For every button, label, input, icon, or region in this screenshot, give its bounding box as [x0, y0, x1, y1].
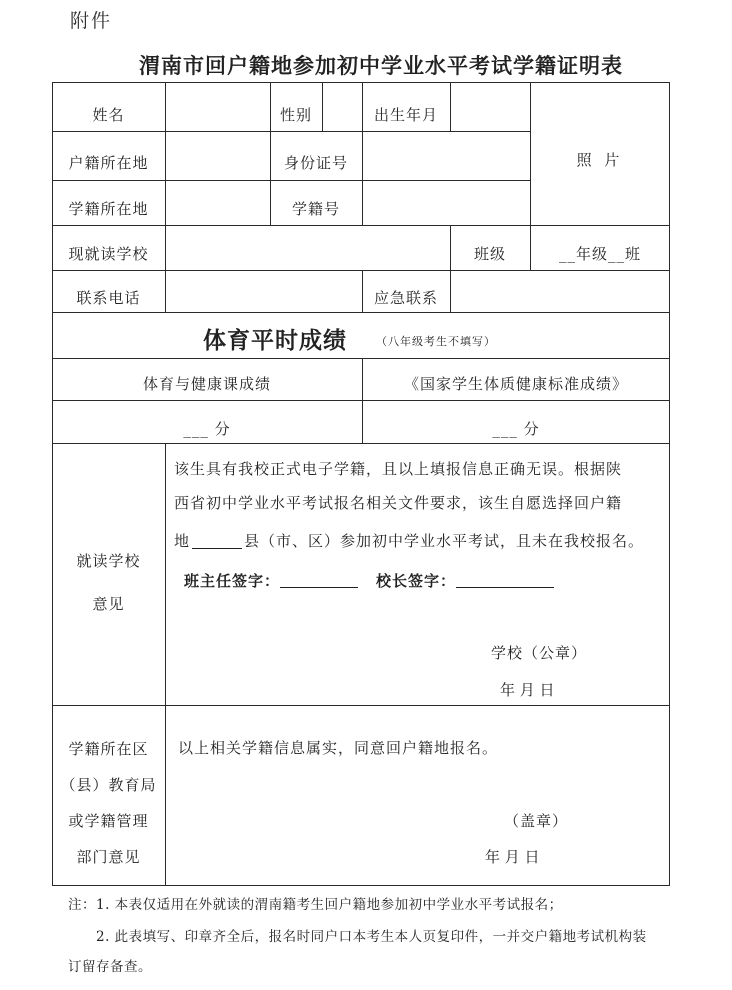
label-id-number: 身份证号 — [283, 154, 348, 172]
row-divider — [52, 358, 670, 359]
label-bureau-opinion-4: 部门意见 — [76, 848, 141, 866]
school-opinion-text-line2: 西省初中学业水平考试报名相关文件要求，该生自愿选择回户籍 — [174, 494, 623, 512]
pe-fitness-score-blank: ___ 分 — [492, 420, 540, 438]
table-border-bottom — [52, 885, 670, 886]
county-blank — [192, 548, 242, 549]
row-divider — [52, 705, 670, 706]
row-divider — [52, 131, 530, 132]
label-school: 现就读学校 — [68, 245, 149, 263]
label-xueji-location: 学籍所在地 — [68, 200, 149, 218]
row-divider — [52, 443, 670, 444]
principal-signature — [376, 570, 554, 591]
col-divider — [165, 82, 166, 313]
table-border-right — [669, 82, 670, 886]
label-name: 姓名 — [92, 106, 125, 124]
school-opinion-text-prefix: 地 — [174, 532, 191, 550]
note-line-1: 注：1. 本表仅适用在外就读的渭南籍考生回户籍地参加初中学业水平考试报名； — [68, 897, 563, 913]
page-title: 渭南市回户籍地参加初中学业水平考试学籍证明表 — [139, 53, 623, 78]
school-opinion-text-line1: 该生具有我校正式电子学籍，且以上填报信息正确无误。根据陕 — [174, 460, 623, 478]
pe-course-score-header: 体育与健康课成绩 — [142, 375, 271, 393]
label-huji: 户籍所在地 — [68, 154, 149, 172]
label-school-opinion-2: 意见 — [92, 595, 125, 613]
row-divider — [52, 225, 670, 226]
label-school-opinion-1: 就读学校 — [76, 552, 141, 570]
label-birth: 出生年月 — [373, 106, 438, 124]
school-stamp-label: 学校（公章） — [491, 644, 588, 662]
col-divider — [322, 82, 323, 131]
bureau-opinion-text: 以上相关学籍信息属实，同意回户籍地报名。 — [178, 739, 499, 757]
bureau-opinion-date: 年 月 日 — [485, 848, 540, 866]
row-divider — [52, 400, 670, 401]
note-line-3: 订留存备查。 — [68, 959, 152, 975]
label-bureau-opinion-3: 或学籍管理 — [68, 812, 149, 830]
row-divider — [52, 180, 530, 181]
school-opinion-text-line3 — [174, 524, 644, 558]
attachment-label: 附件 — [70, 10, 113, 32]
school-opinion-text-suffix: 县（市、区）参加初中学业水平考试，且未在我校报名。 — [244, 532, 645, 550]
note-line-2: 2. 此表填写、印章齐全后，报名时同户口本考生本人页复印件，一并交户籍地考试机构装 — [96, 929, 647, 945]
teacher-signature — [184, 570, 358, 591]
teacher-signature-label: 班主任签字： — [184, 572, 281, 590]
label-phone: 联系电话 — [76, 289, 141, 307]
col-divider — [450, 82, 451, 131]
pe-section-title: 体育平时成绩 — [203, 328, 347, 354]
pe-course-score-blank: ___ 分 — [183, 420, 231, 438]
school-opinion-date: 年 月 日 — [500, 681, 555, 699]
col-divider — [165, 443, 166, 886]
col-divider — [450, 270, 451, 312]
table-border-top — [52, 82, 670, 83]
row-divider — [52, 312, 670, 313]
teacher-signature-line — [280, 587, 358, 588]
label-bureau-opinion-2: （县）教育局 — [60, 776, 157, 794]
label-xueji-number: 学籍号 — [291, 200, 340, 218]
row-divider — [52, 270, 670, 271]
pe-section-note: （八年级考生不填写） — [376, 335, 496, 348]
label-emergency-contact: 应急联系 — [373, 289, 438, 307]
col-divider — [362, 131, 363, 225]
principal-signature-line — [456, 587, 554, 588]
label-bureau-opinion-1: 学籍所在区 — [68, 740, 149, 758]
label-class: 班级 — [473, 245, 506, 263]
bureau-stamp-label: （盖章） — [504, 812, 569, 830]
label-photo: 照 片 — [576, 151, 624, 169]
label-gender: 性别 — [279, 106, 312, 124]
principal-signature-label: 校长签字： — [376, 572, 457, 590]
pe-fitness-score-header: 《国家学生体质健康标准成绩》 — [403, 375, 628, 393]
class-fill-blank: __年级__班 — [558, 245, 641, 263]
